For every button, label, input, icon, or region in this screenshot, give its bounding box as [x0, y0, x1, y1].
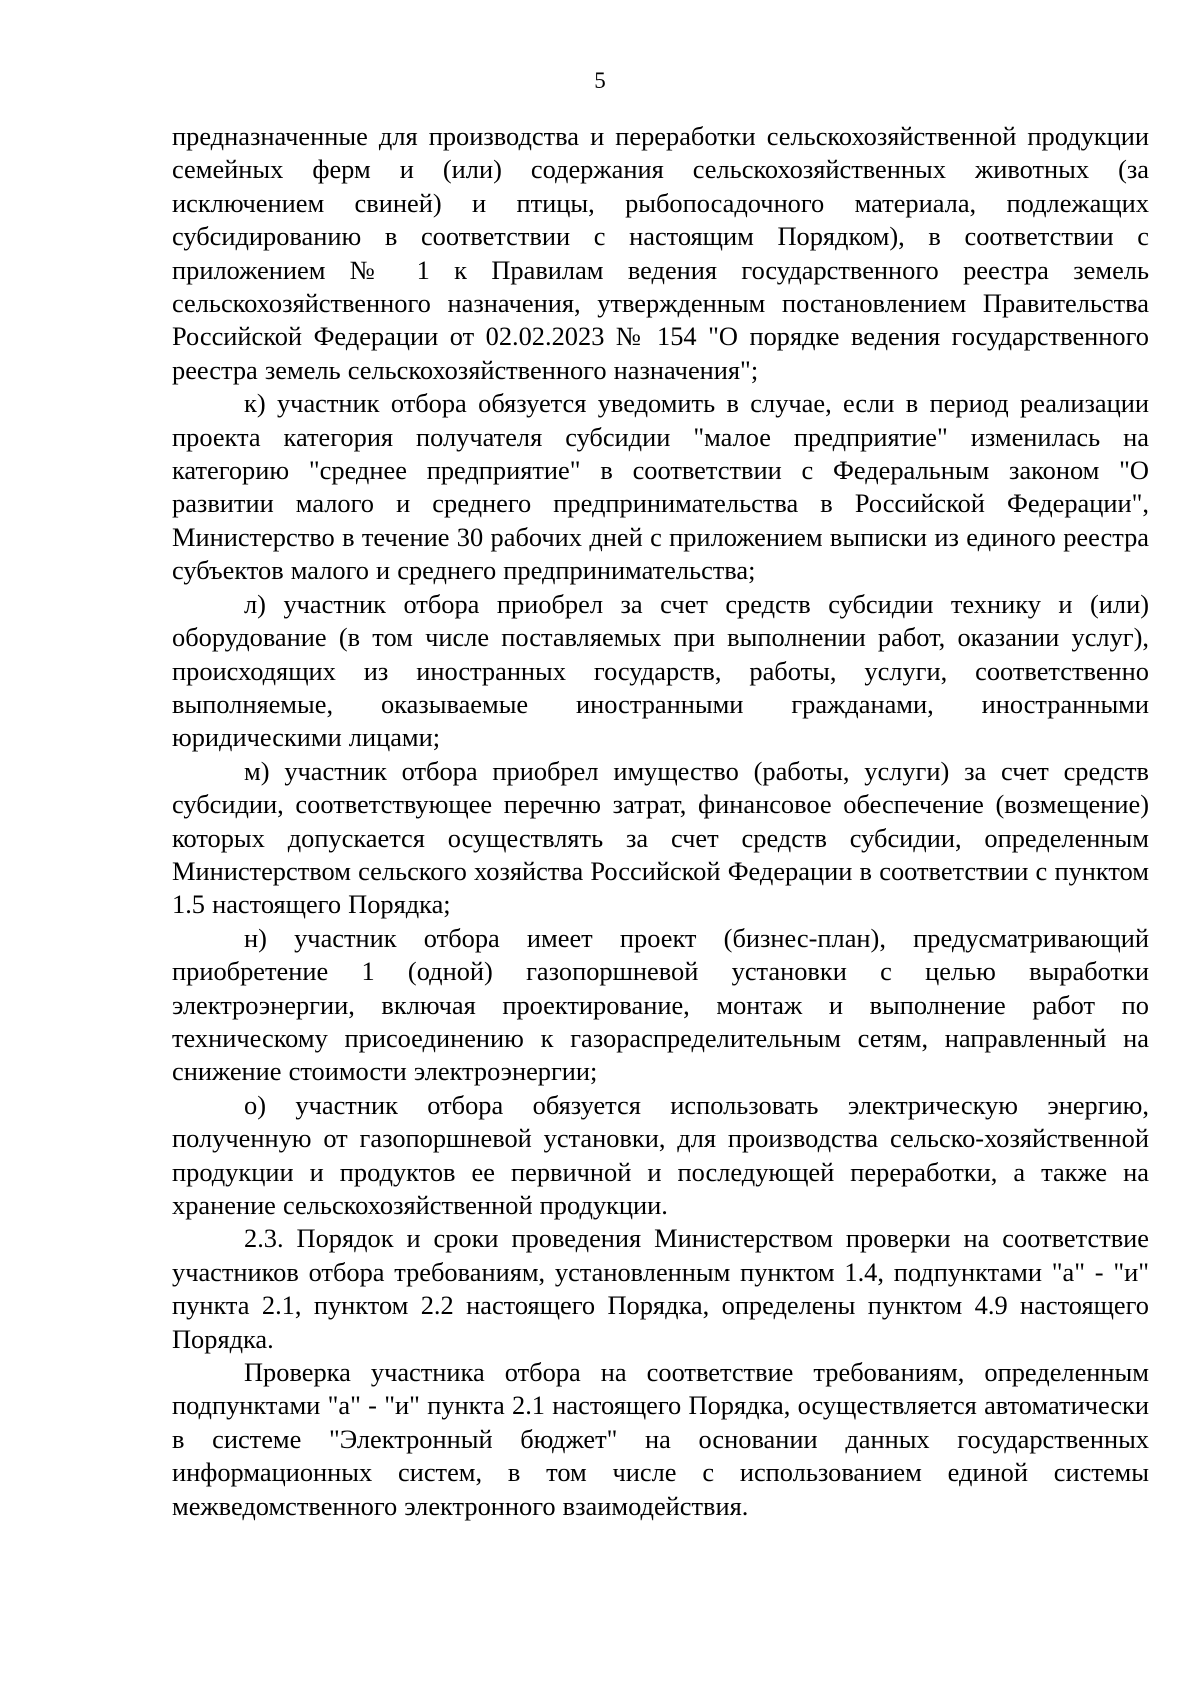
paragraph-verification: Проверка участника отбора на соответствие требованиям, определенным подпунктами "а" - "и" пункта 2.1 настоящего Порядка, осуществляется автоматически в системе "Электронный бюджет" на основании данных государственных информационных систем, в том числе с использованием единой системы межведомственного электронного взаимодействия. — [172, 1357, 1149, 1521]
paragraph-section-2-3: 2.3. Порядок и сроки проведения Министерством проверки на соответствие участников отбора требованиям, установленным пунктом 1.4, подпунктами "а" - "и" пункта 2.1, пунктом 2.2 настоящего Порядка, определены пунктом 4.9 настоящего Порядка. — [172, 1223, 1149, 1354]
paragraph-item-o: о) участник отбора обязуется использовать электрическую энергию, полученную от газопоршневой установки, для производства сельско-хозяйственной продукции и продуктов ее первичной и последующей переработки, а также на хранение сельскохозяйственной продукции. — [172, 1089, 1149, 1220]
paragraph-land-registry: предназначенные для производства и переработки сельскохозяйственной продукции семейных ферм и (или) содержания сельскохозяйственных животных (за исключением свиней) и птицы, рыбопосадочного материала, подлежащих субсидированию в соответствии с настоящим Порядком), в соответствии с приложением № 1 к Правилам ведения государственного реестра земель сельскохозяйственного назначения, утвержденным постановлением Правительства Российской Федерации от 02.02.2023 № 154 "О порядке ведения государственного реестра земель сельскохозяйственного назначения"; — [172, 121, 1149, 385]
paragraph-item-l: л) участник отбора приобрел за счет средств субсидии технику и (или) оборудование (в том числе поставляемых при выполнении работ, оказании услуг), происходящих из иностранных государств, работы, услуги, соответственно выполняемые, оказываемые иностранными гражданами, иностранными юридическими лицами; — [172, 588, 1149, 753]
paragraph-item-m: м) участник отбора приобрел имущество (работы, услуги) за счет средств субсидии, соответствующее перечню затрат, финансовое обеспечение (возмещение) которых допускается осуществлять за счет средств субсидии, определенным Министерством сельского хозяйства Российской Федерации в соответствии с пунктом 1.5 настоящего Порядка; — [172, 755, 1149, 920]
paragraph-item-n: н) участник отбора имеет проект (бизнес-план), предусматривающий приобретение 1 (одной) газопоршневой установки с целью выработки электроэнергии, включая проектирование, монтаж и выполнение работ по техническому присоединению к газораспределительным сетям, направленный на снижение стоимости электроэнергии; — [172, 922, 1149, 1087]
page-number: 5 — [594, 68, 606, 93]
document-body — [172, 120, 1149, 1523]
paragraph-item-k: к) участник отбора обязуется уведомить в случае, если в период реализации проекта категория получателя субсидии "малое предприятие" изменилась на категорию "среднее предприятие" в соответствии с Федеральным законом "О развитии малого и среднего предпринимательства в Российской Федерации", Министерство в течение 30 рабочих дней с приложением выписки из единого реестра субъектов малого и среднего предпринимательства; — [172, 388, 1149, 586]
